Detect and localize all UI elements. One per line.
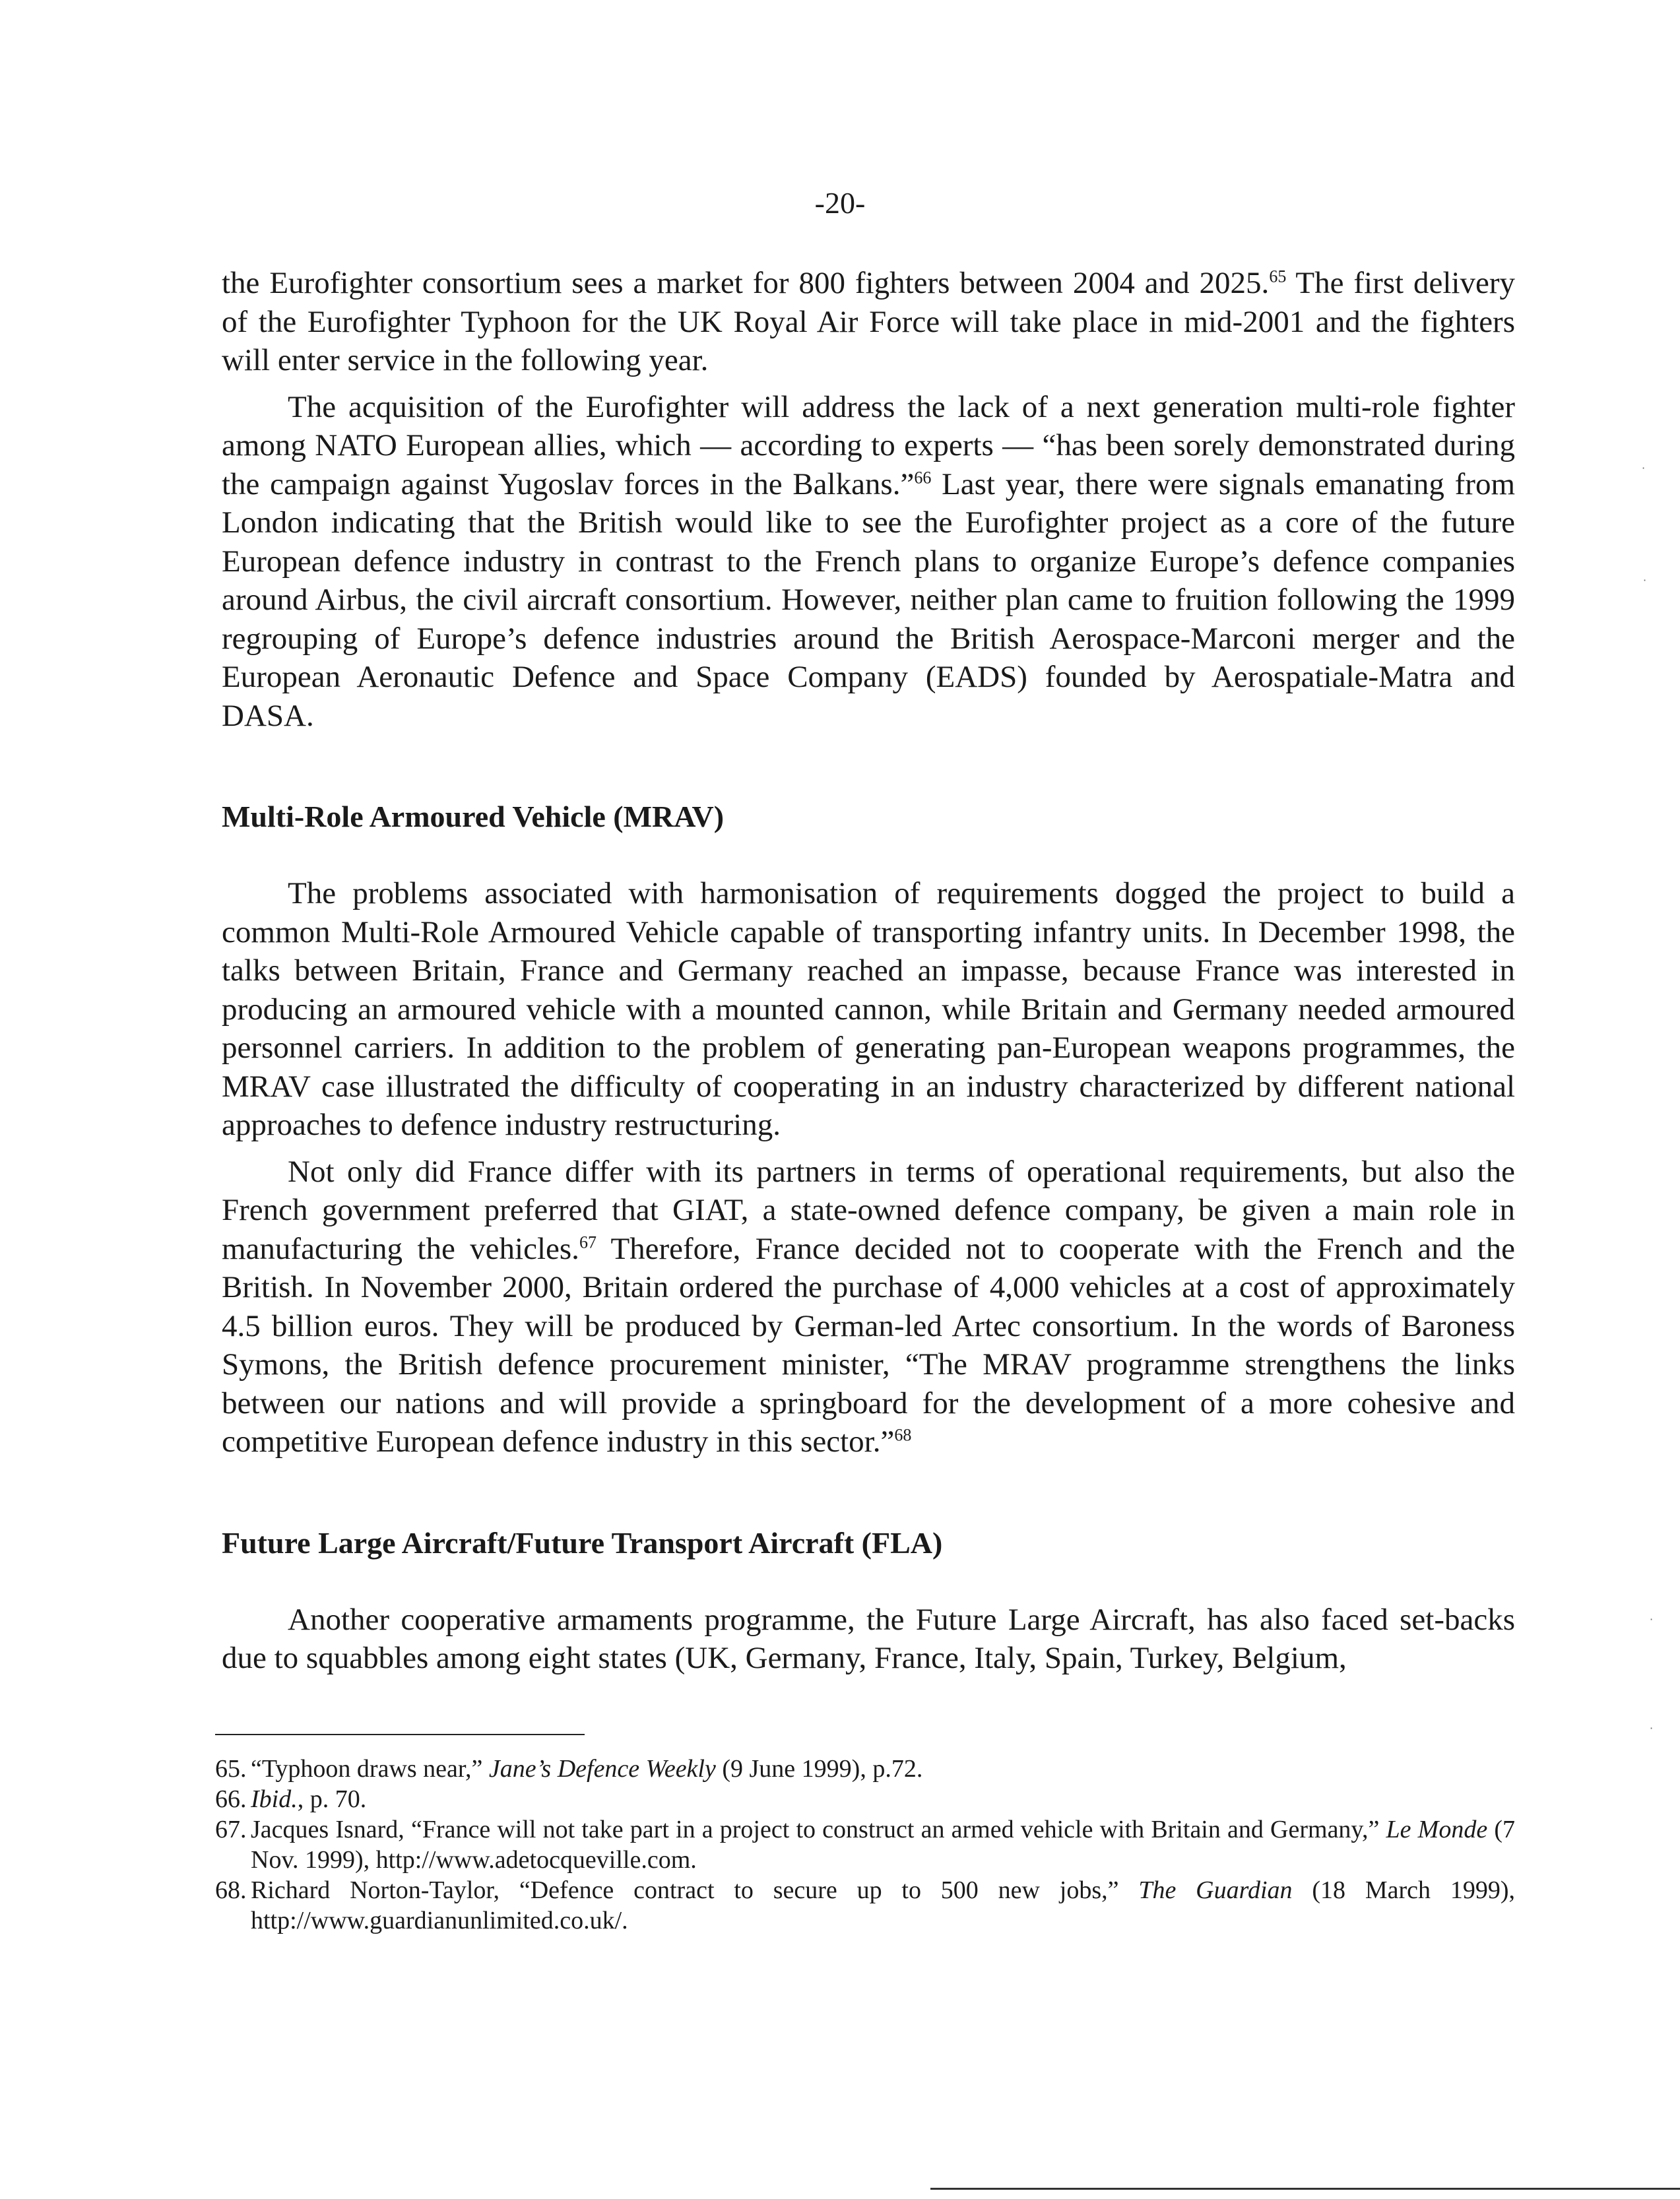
publication-title: The Guardian (1138, 1876, 1293, 1904)
paragraph-mrav-2 (222, 1153, 1515, 1461)
footnote-text (251, 1784, 1515, 1814)
section-heading-fla: Future Large Aircraft/Future Transport Aircraft (FLA) (222, 1525, 943, 1560)
scan-speck: · (1643, 574, 1647, 587)
page-number: -20- (814, 186, 866, 220)
footnote-text (251, 1814, 1515, 1875)
main-text (222, 264, 1515, 1678)
footnote-number: 67. (215, 1816, 247, 1843)
footnote-number: 68. (215, 1876, 247, 1904)
publication-title: Jane’s Defence Weekly (488, 1755, 716, 1783)
footnote-66 (215, 1784, 1515, 1814)
footnote-65 (215, 1754, 1515, 1784)
text-run: (7 Nov. 1999), http://www.adetocqueville.com. (251, 1816, 1516, 1874)
footnote-number: 66. (215, 1785, 247, 1813)
footnote-divider (215, 1734, 585, 1735)
text-run: Jacques Isnard, “France will not take part in a project to construct an armed vehicle with Britain and Germany,” (251, 1816, 1386, 1843)
text-run: Last year, there were signals emanating from London indicating that the British would like to see the Eurofighter project as a core of the future European defence industry in contrast to the French plans to organize Europe’s defence companies around Airbus, the civil aircraft consortium. However, neither plan came to fruition following the 1999 regrouping of Europe’s defence industries around the British Aerospace-Marconi merger and the European Aeronautic Defence and Space Company (EADS) founded by Aerospatiale-Matra and DASA. (222, 466, 1515, 733)
scan-edge-line (930, 2188, 1680, 2190)
footnote-67 (215, 1814, 1515, 1875)
text-run: Therefore, France decided not to cooperate with the French and the British. In November 2000, Britain ordered the purchase of 4,000 vehicles at a cost of approximately 4.5 billion euros. They will be produced by German-led Artec consortium. In the words of Baroness Symons, the British defence procurement minister, “The MRAV programme strengthens the links between our nations and will provide a springboard for the development of a more cohesive and competitive European defence industry in this sector.” (222, 1231, 1516, 1459)
scan-speck: · (1650, 1613, 1654, 1626)
text-run: The acquisition of the Eurofighter will address the lack of a next generation multi-role fighter among NATO European allies, which — according to experts — “has been sorely demonstrated during the campaign against Yugoslav forces in the Balkans.” (222, 389, 1515, 501)
footnote-text (251, 1754, 1515, 1784)
paragraph-intro-1 (222, 264, 1515, 380)
text-run: The first delivery of the Eurofighter Typhoon for the UK Royal Air Force will take place in mid-2001 and the fighters will enter service in the following year. (222, 266, 1515, 377)
section-heading-mrav: Multi-Role Armoured Vehicle (MRAV) (222, 800, 725, 833)
paragraph-fla-1: Another cooperative armaments programme, the Future Large Aircraft, has also faced set-backs due to squabbles among eight states (UK, Germany, France, Italy, Spain, Turkey, Belgium, (222, 1602, 1515, 1675)
publication-title: Le Monde (1386, 1816, 1488, 1843)
footnotes (215, 1734, 1515, 1936)
footnote-text (251, 1875, 1515, 1936)
footnote-ref-67: 67 (579, 1232, 597, 1252)
footnote-68 (215, 1875, 1515, 1936)
text-run: “Typhoon draws near,” (251, 1755, 489, 1783)
text-run: (18 March 1999), http://www.guardianunlimited.co.uk/. (251, 1876, 1516, 1934)
footnote-ref-68: 68 (894, 1425, 912, 1445)
text-run: the Eurofighter consortium sees a market for 800 fighters between 2004 and 2025. (222, 266, 1270, 300)
paragraph-intro-2 (222, 388, 1515, 736)
footnote-ref-65: 65 (1269, 267, 1287, 286)
text-run: (9 June 1999), p.72. (715, 1755, 923, 1783)
text-run: Not only did France differ with its partners in terms of operational requirements, but also the French government preferred that GIAT, a state-owned defence company, be given a main role in manufacturing the vehicles. (222, 1154, 1515, 1266)
scan-speck: · (1642, 462, 1646, 474)
text-run: Richard Norton-Taylor, “Defence contract to secure up to 500 new jobs,” (251, 1876, 1139, 1904)
footnote-ref-66: 66 (914, 467, 932, 487)
publication-title: Ibid. (251, 1785, 298, 1813)
text-run: , p. 70. (297, 1785, 367, 1813)
scan-speck: · (1650, 1722, 1654, 1735)
footnote-number: 65. (215, 1755, 247, 1783)
paragraph-mrav-1: The problems associated with harmonisation of requirements dogged the project to build a common Multi-Role Armoured Vehicle capable of transporting infantry units. In December 1998, the talks between Britain, France and Germany reached an impasse, because France was interested in producing an armoured vehicle with a mounted cannon, while Britain and Germany needed armoured personnel carriers. In addition to the problem of generating pan-European weapons programmes, the MRAV case illustrated the difficulty of cooperating in an industry characterized by different national approaches to defence industry restructuring. (222, 876, 1515, 1142)
